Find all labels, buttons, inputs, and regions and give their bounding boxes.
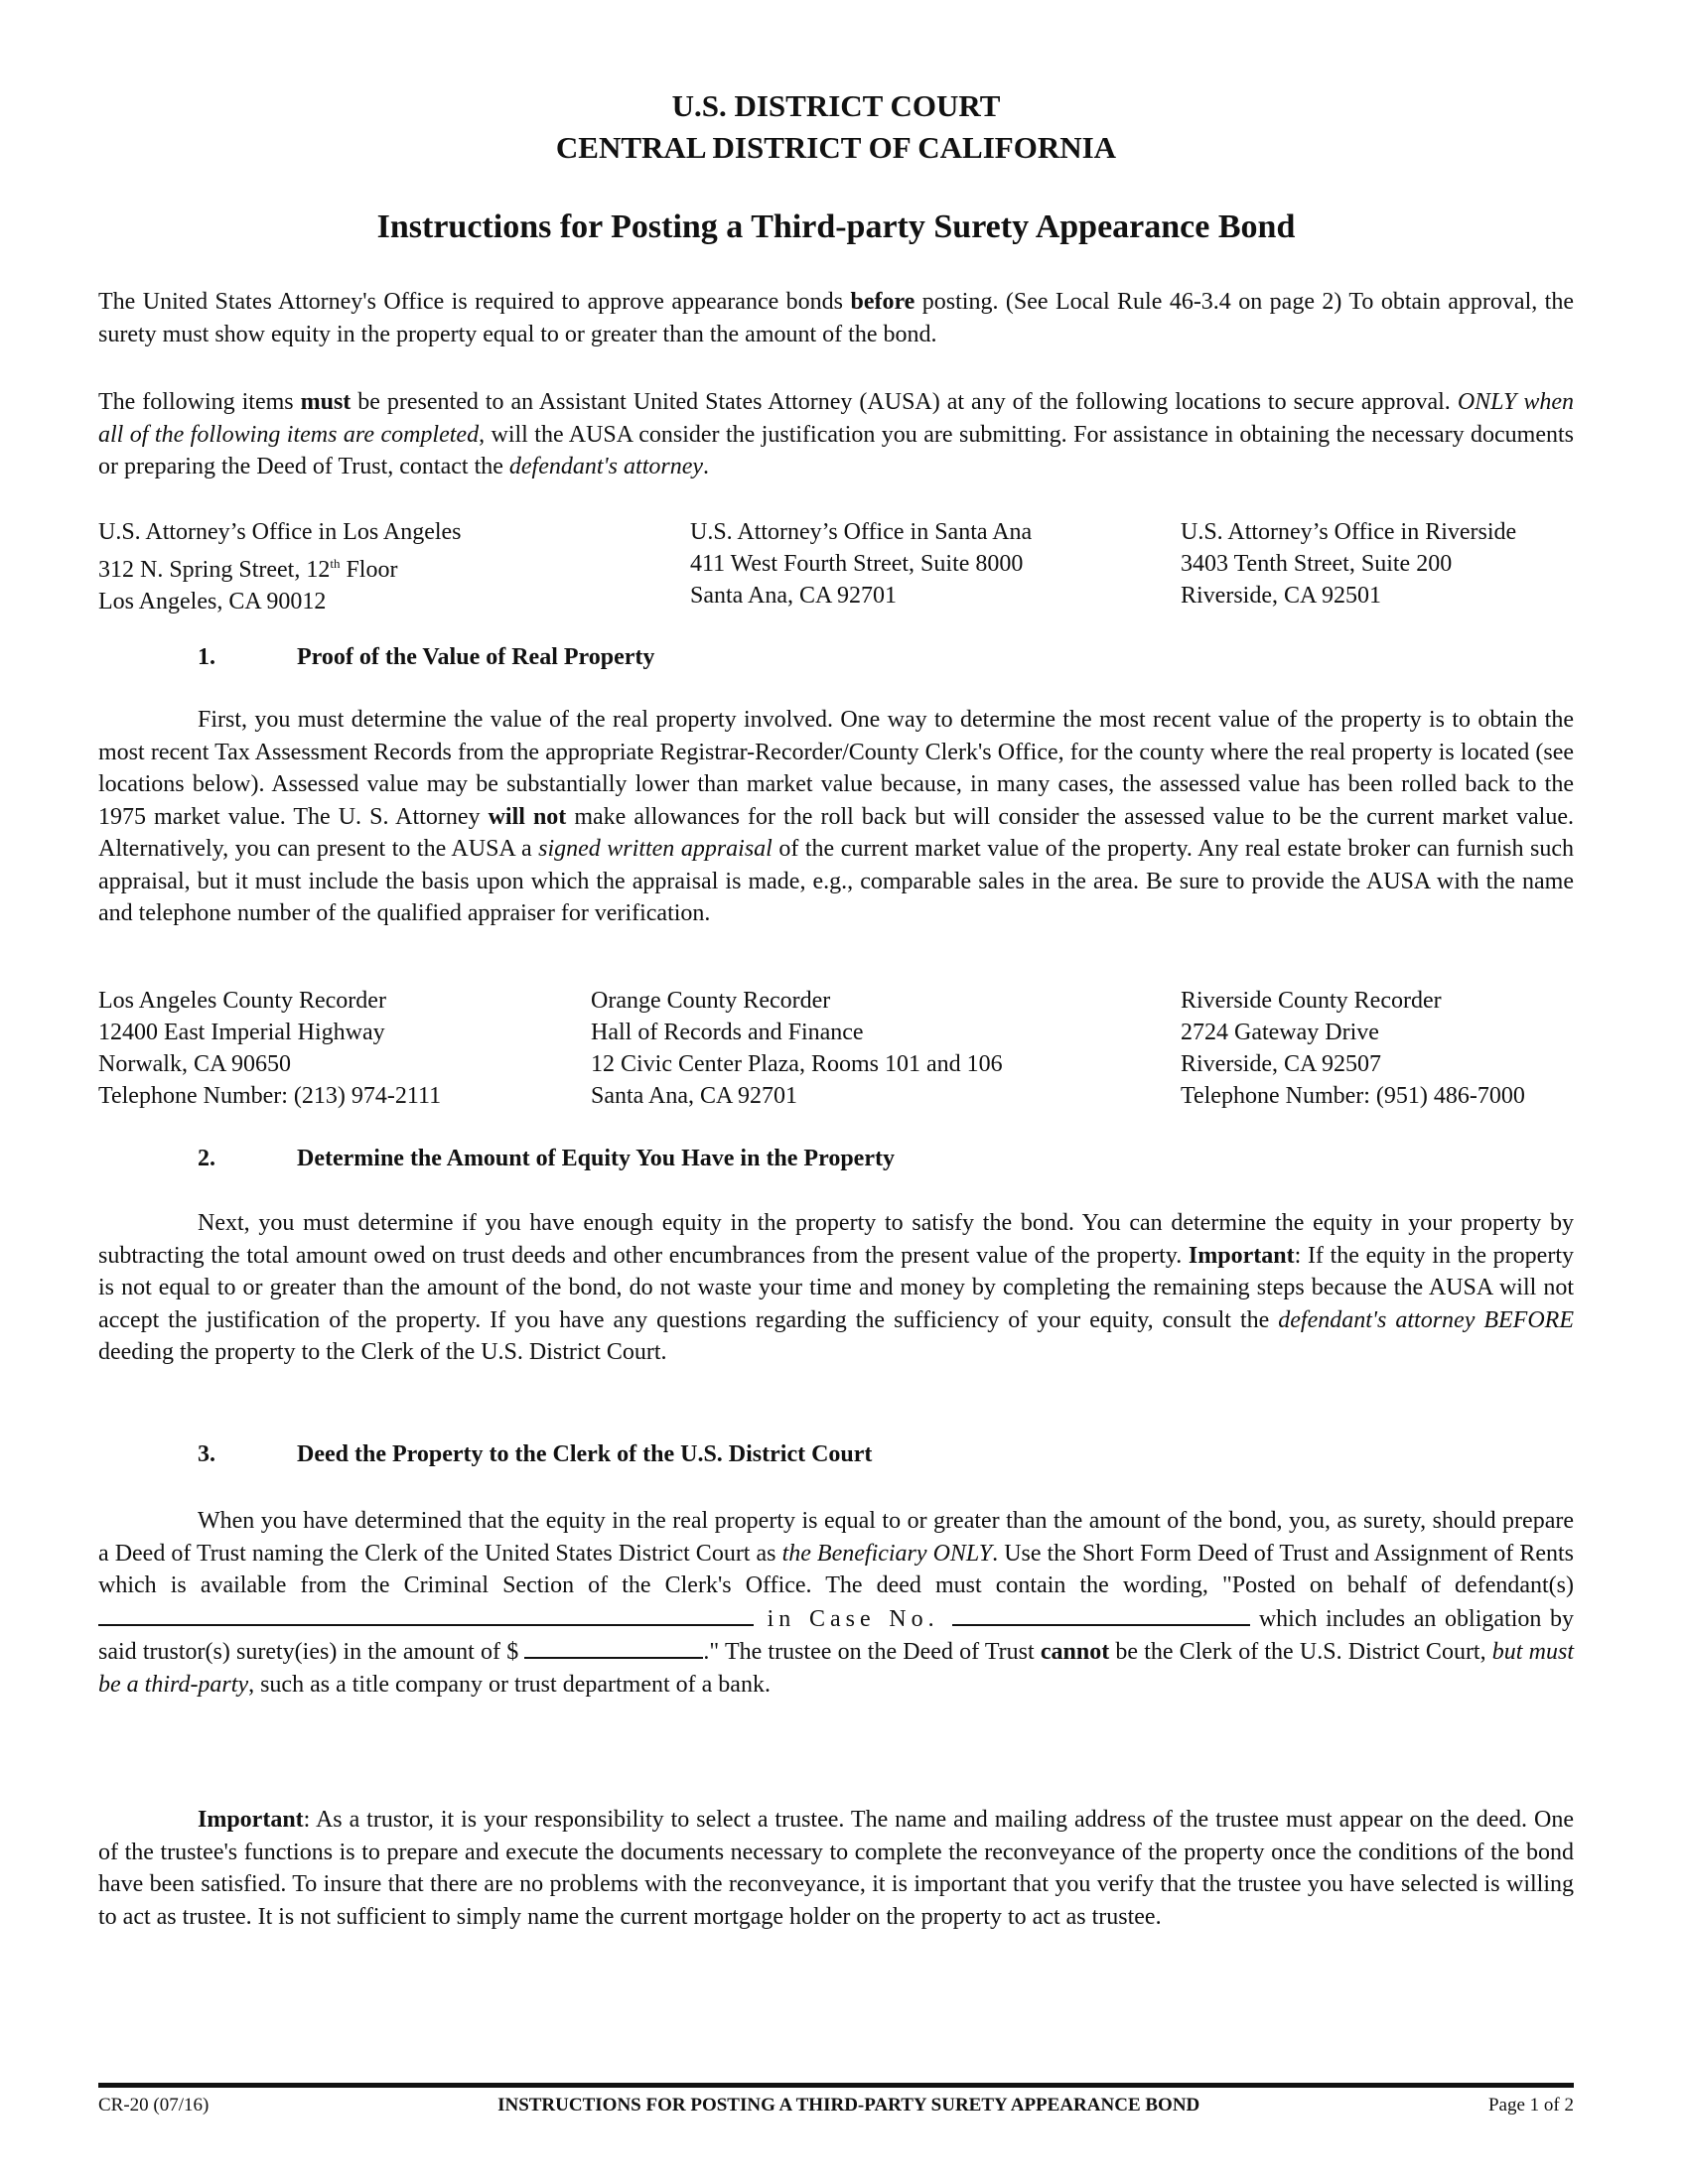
section-2-heading: 2. Determine the Amount of Equity You Have in the Property — [198, 1146, 895, 1171]
section-2-body: Next, you must determine if you have enough equity in the property to satisfy the bond. You can determine the equity in your property by subtracting the total amount owed on trust deeds and other encumbrances from the present value of the property. Important: If the equity in the property is not equal to or greater than the amount of the bond, do not waste your time and money by completing the remaining steps because the AUSA will not accept the justification of the property. If you have any questions regarding the sufficiency of your equity, consult the defendant's attorney BEFORE deeding the property to the Clerk of the U.S. District Court. — [98, 1210, 1574, 1365]
footer-divider — [98, 2083, 1574, 2088]
amount-blank — [524, 1635, 703, 1659]
office-riverside: U.S. Attorney’s Office in Riverside 3403 Tenth Street, Suite 200 Riverside, CA 92501 — [1181, 519, 1517, 609]
page-number: Page 1 of 2 — [1487, 2095, 1574, 2116]
recorder-addresses — [98, 985, 1574, 1112]
section-1-heading: 1. Proof of the Value of Real Property — [198, 644, 655, 670]
section-3-heading: 3. Deed the Property to the Clerk of the U.S. District Court — [198, 1441, 873, 1467]
recorder-riverside: Riverside County Recorder 2724 Gateway Drive Riverside, CA 92507 Telephone Number: (951) 486-7000 — [1181, 988, 1525, 1109]
recorder-los-angeles: Los Angeles County Recorder 12400 East Imperial Highway Norwalk, CA 90650 Telephone Number: (213) 974-2111 — [98, 988, 442, 1109]
case-number-blank — [952, 1602, 1250, 1626]
section-1-body: First, you must determine the value of the real property involved. One way to determine the most recent value of the property is to obtain the most recent Tax Assessment Records from the appropriate Registrar-Recorder/County Clerk's Office, for the county where the real property is located (see locations below). Assessed value may be substantially lower than market value because, in many cases, the assessed value has been rolled back to the 1975 market value. The U. S. Attorney will not make allowances for the roll back but will consider the assessed value to be the current market value. Alternatively, you can present to the AUSA a signed written appraisal of the current market value of the property. Any real estate broker can furnish such appraisal, but it must include the basis upon which the appraisal is made, e.g., comparable sales in the area. Be sure to provide the AUSA with the name and telephone number of the qualified appraiser for verification. — [98, 707, 1575, 926]
form-number: CR-20 (07/16) — [98, 2095, 210, 2116]
page-title: Instructions for Posting a Third-party Surety Appearance Bond — [376, 208, 1296, 245]
important-note: Important: As a trustor, it is your responsibility to select a trustee. The name and mailing address of the trustee must appear on the deed. One of the trustee's functions is to prepare and execute the documents necessary to complete the reconveyance of the property once the conditions of the bond have been satisfied. To insure that there are no problems with the reconveyance, it is important that you verify that the trustee you have selected is willing to act as trustee. It is not sufficient to simply name the current mortgage holder on the property to act as trustee. — [98, 1807, 1574, 1930]
court-header — [98, 85, 1574, 169]
section-3-body: When you have determined that the equity in the real property is equal to or greater than the amount of the bond, you, as surety, should prepare a Deed of Trust naming the Clerk of the United States District Court as the Beneficiary ONLY. Use the Short Form Deed of Trust and Assignment of Rents which is available from the Criminal Section of the Clerk's Office. The deed must contain the wording, "Posted on behalf of defendant(s) in Case No. which includes an obligation by said trustor(s) surety(ies) in the amount of $ ." The trustee on the Deed of Trust cannot be the Clerk of the U.S. District Court, but must be a third-party, such as a title company or trust department of a bank. — [98, 1508, 1574, 1698]
recorder-orange: Orange County Recorder Hall of Records and Finance 12 Civic Center Plaza, Rooms 101 and 106 Santa Ana, CA 92701 — [591, 988, 1003, 1109]
page-footer — [98, 2095, 1574, 2116]
office-addresses — [98, 516, 1574, 617]
intro-paragraph-2: The following items must be presented to an Assistant United States Attorney (AUSA) at any of the following locations to secure approval. ONLY when all of the following items are completed, will the AUSA consider the justification you are submitting. For assistance in obtaining the necessary documents or preparing the Deed of Trust, contact the defendant's attorney. — [98, 389, 1575, 479]
office-santa-ana: U.S. Attorney’s Office in Santa Ana 411 West Fourth Street, Suite 8000 Santa Ana, CA 92701 — [690, 519, 1033, 609]
intro-paragraph-1: The United States Attorney's Office is required to approve appearance bonds before posting. (See Local Rule 46-3.4 on page 2) To obtain approval, the surety must show equity in the property equal to or greater than the amount of the bond. — [98, 289, 1574, 347]
office-los-angeles: U.S. Attorney’s Office in Los Angeles 312 N. Spring Street, 12th Floor Los Angeles, CA 90012 — [98, 519, 462, 614]
footer-title: INSTRUCTIONS FOR POSTING A THIRD-PARTY SURETY APPEARANCE BOND — [497, 2095, 1200, 2116]
district-name: CENTRAL DISTRICT OF CALIFORNIA — [555, 130, 1117, 165]
defendant-name-blank — [98, 1602, 754, 1626]
court-name: U.S. DISTRICT COURT — [671, 88, 1001, 123]
